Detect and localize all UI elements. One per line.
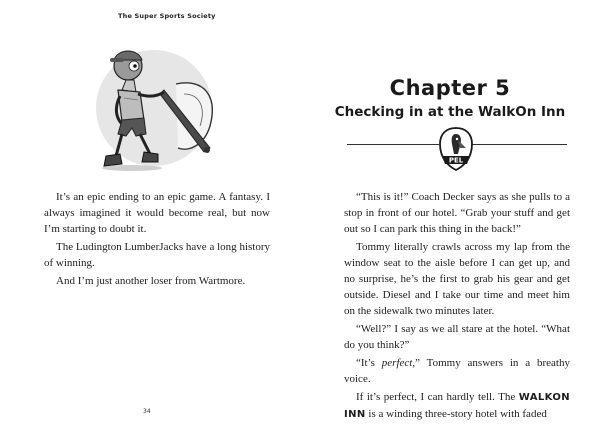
running-head: The Super Sports Society <box>118 12 216 20</box>
right-page <box>300 0 600 437</box>
text-run: ,” Tommy answers in a breathy voice. <box>344 357 570 385</box>
text-run: is a winding three-story hotel with faded <box>365 408 547 420</box>
ornament-rule-right <box>472 144 567 145</box>
paragraph: “Well?” I say as we all stare at the hotel. “What do you think?” <box>344 323 570 351</box>
paragraph <box>344 355 570 387</box>
chapter-title: Checking in at the WalkOn Inn <box>334 104 566 120</box>
text-run: “It’s <box>356 357 382 369</box>
paragraph <box>344 389 570 423</box>
boy-with-bat-illustration <box>92 38 220 178</box>
right-body-text <box>344 189 570 423</box>
page-number: 34 <box>143 408 151 415</box>
hotel-name: WALKON INN <box>344 392 570 420</box>
paragraph: Tommy literally crawls across my lap from the window seat to the aisle before I can get up, and no surprise, he’s the first to grab his gear and get outside. Diesel and I take our time and meet him on the sidewalk two minutes later. <box>344 241 570 317</box>
italic-word: perfect <box>381 357 413 369</box>
chapter-number: Chapter 5 <box>389 76 511 100</box>
paragraph: The Ludington LumberJacks have a long history of winning. <box>44 241 270 269</box>
emblem-text: PEL <box>448 156 464 165</box>
paragraph: “This is it!” Coach Decker says as she pulls to a stop in front of our hotel. “Grab your stuff and get out so I can park this thing in the back!” <box>344 191 570 235</box>
pelican-emblem-icon <box>436 126 476 172</box>
paragraph: And I’m just another loser from Wartmore. <box>56 275 246 287</box>
text-run: If it’s perfect, I can hardly tell. The <box>356 391 519 403</box>
left-body-text <box>44 189 270 289</box>
paragraph: It’s an epic ending to an epic game. A fantasy. I always imagined it would become real, but now I’m starting to doubt it. <box>44 191 270 235</box>
ornament-rule-left <box>347 144 439 145</box>
